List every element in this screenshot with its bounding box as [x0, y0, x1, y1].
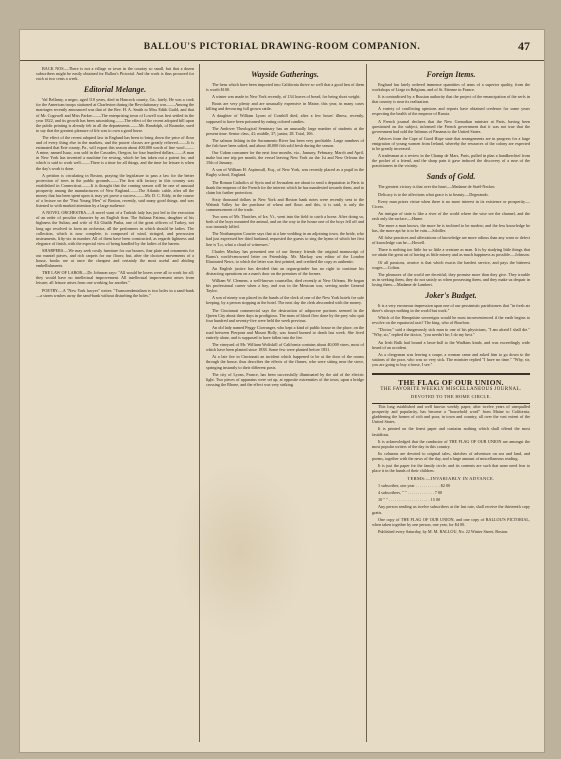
editorial-paragraph: Val Bellamy, a negro, aged 110 years, died in Hancock county, Ga., lately. He was a cook for the American troops stationed at Charleston during the Revolutionary war.——Among the marriages recently announced was that of the Rev. H. A. Smith to Miss Edith Guild, and that of Mr. Cogswell and Miss Parker.——The enterprising town of Lowell was first settled in the year 1822, and its growth has been astonishing.——The effect of the recent adopted bill upon the public printing is already felt in all the departments.——Mr. Randolph, of Roanoke, used to say that the greatest pleasure of life was to own a good horse.: [36, 97, 194, 133]
page-header: [20, 36, 544, 61]
wayside-paragraph: Boats are very plenty and are unusually expensive in Maine, this year, in many cases killing and devouring full grown cattle.: [206, 101, 364, 112]
wayside-paragraph: Two sons of Mr. Thatcher, of Ira, Vt., went into the field to catch a horse. After doing so, both of the boys mounted the animal, and on the way to the house one of the boys fell off and was instantly killed.: [206, 214, 364, 230]
foreign-items-heading: Foreign Items.: [426, 70, 476, 79]
wayside-paragraph: The Cincinnati commercial says the destruction of adipocere portions seemed in the Queen City about three days in prodigious. The mass of blood flow done by the prey who quit four hundred and seventy-five were held the week previous.: [206, 307, 364, 323]
terms-line: 10 " " . . . . . . . . . . . . . . . . . . . . 15 00: [378, 497, 441, 503]
wayside-paragraph: A daughter of William Lyons of Cornhill died, after a few hours' illness, recently, supposed to have been poisoned by eating colored candies.: [206, 113, 364, 124]
foreign-item: England has lately ordered immense quantities of arms of a superior quality, from the workshops of Liege in Belgium, and of St. Etienne in France.: [372, 82, 530, 93]
column-right: [372, 66, 530, 740]
joke-item: It is a very erroneous impression upon one of our pessimistic parishioners that "in fresh air there's always nothing in the world but work.": [372, 303, 530, 314]
wayside-paragraph: The city of Lyons, France, has been successfully illuminated by the aid of the electric light. Two pieces of apparatus were set up, at opposite extremities of the town, upon a bridge crossing the Rhone, and the effect was very striking.: [206, 371, 364, 387]
terms-line: 4 subscribers, " " . . . . . . . . . . . . . 7 00: [378, 490, 443, 496]
poetry-paragraph: POETRY.—A "New York lawyer" writes: "Transcendentalism is two holes in a sand-bank—a storm washes away the sand-bank without disturbing the holes.": [36, 287, 194, 298]
quote-item: The greatest victory is that over the heart.—Madame de Staël-Necker.: [378, 184, 496, 190]
wayside-paragraph: The Northampton Courier says that at a late wedding in an adjoining town, the bride, who had just expressed her third husband, requested the guests to sing the hymn of which her first line is 'Lo, what a cloud of witnesses.': [206, 231, 364, 247]
column-rule-right: [366, 64, 367, 742]
quote-item: The more a man knows, the more he is inclined to be modest; and the less knowledge he has, the more apt he is to be vain.—Schiller.: [372, 222, 530, 234]
foreign-item: A variety of conflicting opinions and reports have obtained credence for some years respecting the health of the emperor of Russia.: [372, 106, 530, 117]
wayside-paragraph: The Roman Catholics of Syria and of Jerusalem are about to send a deputation to Paris to thank the emperor of the French for the interest which he has manifested towards them, and to claim his further protection.: [206, 179, 364, 195]
joke-item: Which of the Hampshire sovereigns would be most inconvenienced if the earth begins to revolve on the equatorial axis? The king, who of Bourbon.: [372, 315, 530, 326]
intro-note: BACK NOS.—There is not a village or town in the country so small, but that a dozen subscribers might be easily obtained for Ballou's Pictorial. And the work is thus procured for each at two cents a week.: [36, 66, 194, 82]
masthead-paragraph: Its columns are devoted to original tales, sketches of adventure on sea and land, and poems, together with the news of the day, and a large amount of miscellaneous reading.: [372, 450, 530, 461]
quote-item: There is nothing too little for so little a creature as man. It is by studying little things that we attain the great art of having as little misery and as much happiness as possible.—Johnson.: [372, 247, 530, 258]
closing-paragraph: Any person sending us twelve subscribers at the last rate, shall receive the thirteenth copy gratis.: [372, 504, 530, 515]
masthead-paragraph: It is acknowledged that the conductor of THE FLAG OF OUR UNION are amongst the most popular writers of the day in this country.: [372, 438, 530, 449]
quote-item: Delicacy is to the affections what grace is to beauty.—Degerando.: [378, 191, 489, 197]
masthead-subtitle: THE FAVORITE WEEKLY MISCELLANEOUS JOURNAL.: [380, 387, 522, 393]
column-middle: [206, 66, 364, 740]
quote-item: All false practices and affectations of knowledge are more odious than any want or defect of knowledge can be.—Howell.: [372, 235, 530, 246]
editorial-heading: Editorial Melange.: [83, 85, 147, 95]
editorial-paragraph: The effect of the recent adopted law in England has been to bring down the price of flour and of every thing else in the markets, and the poorer classes are greatly relieved.——It is estimated that Erie county, Pa., will export this season about 400,000 worth of fine wool.——A mine, named Isaac, was sold in the Cascades, Oregon, for four hundred dollars.——A man in New York has invented a machine for sewing, which he has taken out a patent for, and which is said to work well.——There is a time for all things, and the time for leisure is when the day's work is done.: [36, 134, 194, 171]
wayside-paragraph: The vineyard of Mr. William Wolfskill of California contains about 40,000 vines, most of which have been planted since 1838. Some few were planted before 1831.: [206, 342, 364, 353]
column-rule-left: [199, 64, 200, 742]
law-of-labor-paragraph: THE LAW OF LABOR.—Dr. Johnson says: "All would be losers were all to work for all; they would have no intellectual improvement. All intellectual improvement arises from leisure; all leisure arises from one working for another.": [36, 270, 194, 286]
quote-item: An intrigue of state is like a river of the world where the wise see the channel, and the rash only the surface.—Hume.: [372, 210, 530, 221]
wayside-paragraph: Sixty thousand dollars in New York and Boston bank notes were recently sent to the Wabash Valley for the purchase of wheat and flour; and this, it is said, is only the commencement of the trade.: [206, 196, 364, 212]
flag-of-our-union-masthead: [372, 373, 530, 404]
joke-item: An Irish Bulk had bound a lawn-ball to the Wadkins kinds, and was exceedingly wide heard of an accident.: [372, 339, 530, 350]
joke-item: "Doctor," said a dangerously sick man to one of his physicians, "I am afraid I shall die." "Why, sir," replied the doctor, "you needn't be; I do my best.": [372, 327, 530, 338]
foreign-item: It is contradicted by a Russian authority that the project of the emancipation of the serfs in that country is near its realization.: [372, 94, 530, 105]
page-number: 47: [518, 39, 530, 53]
quote-item: Of all passions, avarice is that which exacts the hardest service, and pays the bitterest wages.—Colton.: [372, 259, 530, 270]
joke-item: As a clergyman was leaving a coupe, a woman came and asked him to go down to the stations of the poor, who was so very sick. The minister replied "I have no time." "Why, sir, you are going to buy a horse, I see.": [372, 351, 530, 367]
wayside-paragraph: Charles Mackay has presented one of our literary friends the original manuscript of Burns's world-renowned letter on Friendship. Mr. Mackay was editor of the London Illustrated News, to which the letter was first printed, and credited the copy as authentic.: [206, 248, 364, 264]
masthead-paragraph: This long established and well known weekly paper, after twelve years of unequalled prosperity and popularity, has become a "household word" from Maine to California, gladdening the homes of rich and poor, in town and country, all over the vast extent of the United States.: [372, 404, 530, 425]
sands-of-gold-heading: Sands of Gold.: [426, 172, 476, 182]
wayside-paragraph: A son of ninety was placed in the hands of the clerk of one of the New York hotels for safe keeping, by a person stopping at the hotel. The next day the clerk absconded with the money.: [206, 295, 364, 306]
novel-orchestra-paragraph: A NOVEL ORCHESTRA.—A novel want of a Turkish lady has just led to the execution of an order of peculiar character by an English firm. The Sultana Fatima, daughter of his highness the Sultan, and wife of Ali Ghalib Pasha, one of the great officers of Turkey, not long ago resolved to form an orchestra, all the performers in which should be ladies. The collection, which is now complete, is composed of wind, stringed, and percussion instruments, fifty-six in number. All of them have been constructed, as regards lightness and elegance of finish, with the especial view of being handled by the ladies of the harem.: [36, 210, 194, 246]
sharpers-paragraph: SHARPERS.—We may seek costly furniture for our houses, fine plate and ornaments for our mantel pieces, and rich carpets for our floors; but, after the choicest movements of a house, books are at once the cheapest and certainly the most useful and abiding embellishments.: [36, 247, 194, 269]
column-left: [36, 66, 194, 740]
wayside-paragraph: A winter was made in New York recently, of 134 loaves of bread, for being short weight.: [212, 94, 361, 100]
wayside-heading: Wayside Gatherings.: [251, 70, 319, 79]
masthead-paragraph: It is printed on the finest paper and contains nothing which shall offend the most fastidious.: [372, 426, 530, 437]
masthead-title: THE FLAG OF OUR UNION.: [398, 378, 504, 388]
foreign-item: A tradesman at a review in the Champ de Mars, Paris, pulled in plan a handkerchief from the pocket of a friend, and the sharp pain it gave induced the discovery of a ruse of the practitioners in the vicinity.: [372, 153, 530, 169]
wayside-paragraph: The hens which have been imported into California thrive so well that a good hen of them is worth $100.: [206, 82, 364, 93]
jokers-budget-heading: Joker's Budget.: [425, 291, 477, 300]
foreign-item: Advices from the Cape of Good Hope state that arrangements are in progress for a large emigration of young women from Ireland, whereby the resources of the colony are expected to be greatly increased.: [372, 135, 530, 152]
publication-title: BALLOU'S PICTORIAL DRAWING-ROOM COMPANION.: [143, 42, 421, 52]
terms-line: 1 subscriber, one year . . . . . . . . . . . . $2 00: [378, 483, 451, 489]
masthead-tagline: DEVOTED TO THE HOME CIRCLE.: [410, 394, 492, 400]
wayside-paragraph: William W. Clemens, a well-known counsellor, died recently at New Orleans. He began his professional career when a boy, and was in the Mexican war, serving under General Taylor.: [206, 278, 364, 294]
wayside-paragraph: An old lady named Peggy Ciceranger, who kept a kind of public house in the place, on the road between Pierpont and Mount Holly, was found burned to death last week. She lived entirely alone, and is supposed to have fallen into the fire.: [206, 324, 364, 341]
closing-paragraph: One copy of THE FLAG OF OUR UNION, and one copy of BALLOU'S PICTORIAL, when taken together by one person, one year, for $4 00.: [372, 516, 530, 527]
wayside-paragraph: Our Cuban consumer for the next four months, viz., January, February, March and April, make but one trip per month, the vessel leaving New York on the 1st and New Orleans the 15th of January.: [206, 150, 364, 166]
terms-heading: TERMS:—INVARIABLY IN ADVANCE.: [407, 476, 495, 482]
foreign-item: A French journal declares that the New Grenadian minister at Paris, having been questioned on the subject, informed the French government that it was not true that the government had sold the Isthmus of Panama to the United States.: [372, 118, 530, 134]
wayside-paragraph: The salmon fishing in the Sacramento River has been very profitable. Large numbers of the fish have been salted, and about 40,000 fish sold fresh during the season.: [206, 137, 364, 148]
quote-item: The pleasures of the world are deceitful; they promise more than they give. They trouble us in seeking them, they do not satisfy us when possessing them, and they make us despair in losing them.—Madame de Lambert.: [372, 271, 530, 287]
wayside-paragraph: An English justice has decided that an organ-grinder has no right to continue his distracting operations on a man's door on the premises of the former.: [206, 265, 364, 276]
masthead-paragraph: It is just the paper for the family circle, and its contents are such that none need fear to place it in the hands of their children.: [372, 462, 530, 474]
quote-item: Every man prizes virtue when there is no more interest in its existence or prosperity.—Cicero.: [372, 198, 530, 209]
wayside-paragraph: A son of William H. Aspinwall, Esq., of New York, was recently placed as a pupil in the Rugby school, England.: [206, 167, 364, 178]
closing-paragraph: Published every Saturday, by M. M. BALLOU, No. 22 Winter Street, Boston.: [378, 528, 509, 534]
newspaper-page: [20, 30, 544, 752]
wayside-paragraph: The Andover Theological Seminary has an unusually large number of students at the present time. Senior class, 41; middle, 37; junior, 28. Total, 106.: [206, 125, 364, 136]
editorial-paragraph: A petition is circulating in Boston, praying the legislature to pass a law for the better protection of trees in the public grounds.——The first silk factory in this country was established in Connecticut.——It is thought that the coming season will be one of unusual prosperity among the manufacturers of New England.——The Atlantic cable, after all the money that has been spent upon it, may yet prove a success.——Mr. D. C. Eddy, in the course of a lecture on the "Fast Young Men" of Boston, recently, said many good things, and was listened to with marked attention by a large audience.: [36, 172, 194, 209]
wayside-paragraph: At a late fire in Cincinnati an incident which happened to be at the door of the rooms through the house, thus describes the effects of the flames, who were sitting near the stove, springing instantly to their different posts.: [206, 354, 364, 370]
